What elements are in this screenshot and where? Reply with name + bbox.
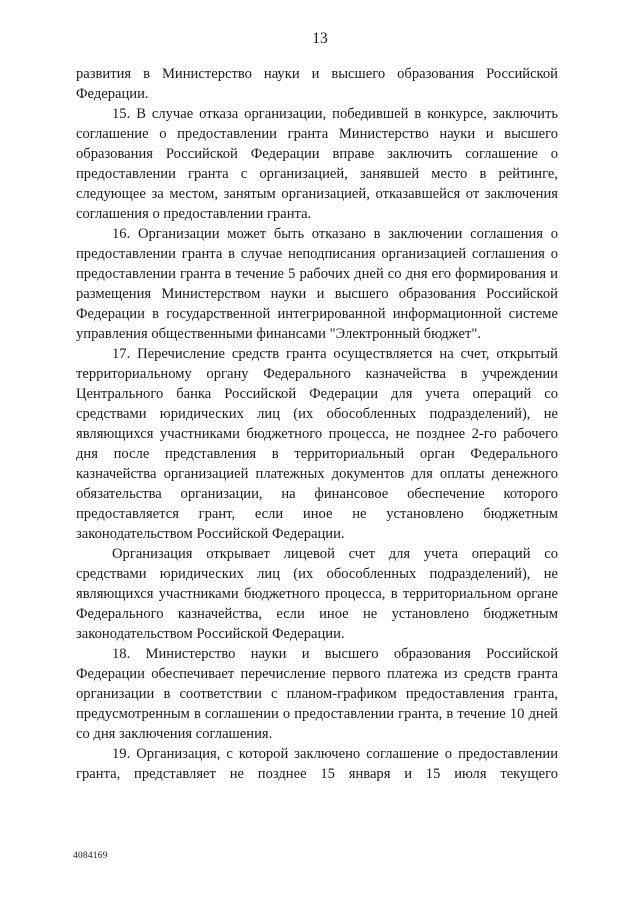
document-code: 4084169 [73, 851, 108, 861]
paragraph-17-continued: Организация открывает лицевой счет для учета операций со средствами юридических лиц (их обособленных подразделений), не являющихся участниками бюджетного процесса, в территориальном органе Федерального казначейства, если иное не установлено бюджетным законодательством Российской Федерации. [76, 546, 558, 642]
paragraph-19: 19. Организация, с которой заключено соглашение о предоставлении гранта, представляет не позднее 15 января и 15 июля текущего [76, 746, 558, 782]
page-number: 13 [312, 30, 328, 47]
paragraph-16: 16. Организации может быть отказано в заключении соглашения о предоставлении гранта в случае неподписания организацией соглашения о предоставлении гранта в течение 5 рабочих дней со дня его формирования и размещения Министерством науки и высшего образования Российской Федерации в государственной интегрированной информационной системе управления общественными финансами "Электронный бюджет". [76, 226, 558, 342]
paragraph-15: 15. В случае отказа организации, победившей в конкурсе, заключить соглашение о предоставлении гранта Министерство науки и высшего образования Российской Федерации вправе заключить соглашение о предоставлении гранта с организацией, занявшей место в рейтинге, следующее за местом, занятым организацией, отказавшейся от заключения соглашения о предоставлении гранта. [76, 106, 558, 222]
paragraph-18: 18. Министерство науки и высшего образования Российской Федерации обеспечивает перечисление первого платежа из средств гранта организации в соответствии с планом-графиком предоставления гранта, предусмотренным в соглашении о предоставлении гранта, в течение 10 дней со дня заключения соглашения. [76, 646, 558, 742]
paragraph-17: 17. Перечисление средств гранта осуществляется на счет, открытый территориальному органу Федерального казначейства в учреждении Центрального банка Российской Федерации для учета операций со средствами юридических лиц (их обособленных подразделений), не являющихся участниками бюджетного процесса, не позднее 2-го рабочего дня после представления в территориальный орган Федерального казначейства организацией платежных документов для оплаты денежного обязательства организации, на финансовое обеспечение которого предоставляется грант, если иное не установлено бюджетным законодательством Российской Федерации. [76, 346, 558, 542]
paragraph-continuation: развития в Министерство науки и высшего образования Российской Федерации. [76, 66, 558, 102]
document-body [76, 64, 558, 784]
